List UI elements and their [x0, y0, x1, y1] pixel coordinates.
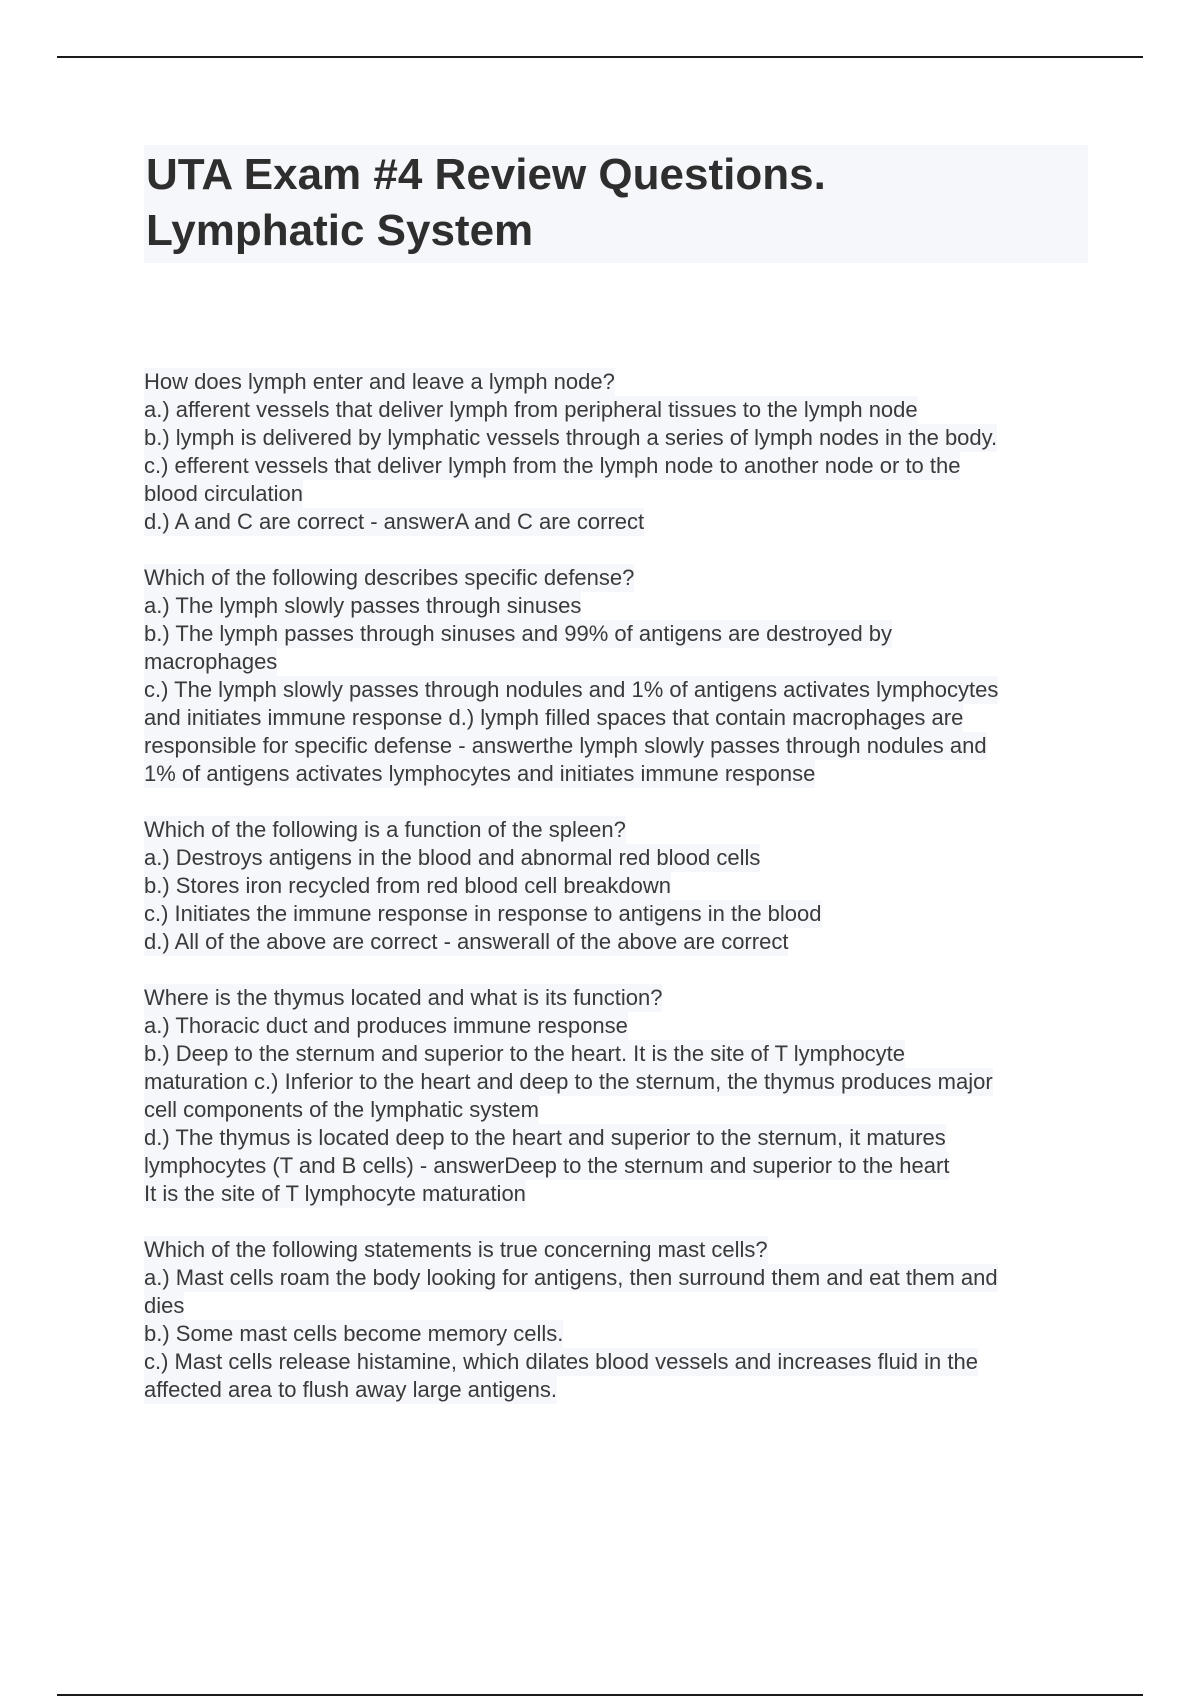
answer-option: c.) Mast cells release histamine, which dilates blood vessels and increases fluid in the: [144, 1349, 978, 1374]
question-text: Which of the following is a function of the spleen?: [144, 817, 626, 842]
answer-option: b.) Deep to the sternum and superior to the heart. It is the site of T lymphocyte: [144, 1041, 906, 1066]
answer-option-continued: blood circulation: [144, 481, 303, 506]
bottom-rule: [57, 1694, 1143, 1696]
answer-option: b.) Some mast cells become memory cells.: [144, 1321, 564, 1346]
answer-option: d.) The thymus is located deep to the heart and superior to the sternum, it matures: [144, 1125, 946, 1150]
top-rule: [57, 56, 1143, 58]
answer-option: a.) afferent vessels that deliver lymph from peripheral tissues to the lymph node: [144, 397, 918, 422]
answer-option-continued: affected area to flush away large antigens.: [144, 1377, 557, 1402]
question-block-4: [144, 984, 1088, 1208]
answer-option-continued: maturation c.) Inferior to the heart and deep to the sternum, the thymus produces major: [144, 1069, 993, 1094]
answer-option: c.) Initiates the immune response in response to antigens in the blood: [144, 901, 822, 926]
answer-option: b.) Stores iron recycled from red blood cell breakdown: [144, 873, 672, 898]
answer-option: d.) A and C are correct - answerA and C are correct: [144, 509, 645, 534]
answer-option-continued: dies: [144, 1293, 185, 1318]
answer-option-continued: responsible for specific defense - answerthe lymph slowly passes through nodules and: [144, 733, 987, 758]
answer-option: c.) efferent vessels that deliver lymph from the lymph node to another node or to the: [144, 453, 961, 478]
answer-option-continued: and initiates immune response d.) lymph filled spaces that contain macrophages are: [144, 705, 964, 730]
question-block-2: [144, 564, 1088, 788]
questions-list: [144, 368, 1088, 1432]
answer-option: d.) All of the above are correct - answerall of the above are correct: [144, 929, 789, 954]
title-line-2: Lymphatic System: [146, 206, 534, 255]
answer-option-continued: lymphocytes (T and B cells) - answerDeep to the sternum and superior to the heart: [144, 1153, 950, 1178]
answer-option-continued: cell components of the lymphatic system: [144, 1097, 539, 1122]
question-block-1: [144, 368, 1088, 536]
title-line-1: UTA Exam #4 Review Questions.: [146, 150, 826, 199]
title-block: [144, 145, 1088, 263]
question-block-5: [144, 1236, 1088, 1404]
question-block-3: [144, 816, 1088, 956]
answer-option: c.) The lymph slowly passes through nodules and 1% of antigens activates lymphocytes: [144, 677, 999, 702]
answer-option-continued: It is the site of T lymphocyte maturation: [144, 1181, 526, 1206]
answer-option: a.) The lymph slowly passes through sinuses: [144, 593, 582, 618]
answer-option: b.) The lymph passes through sinuses and 99% of antigens are destroyed by: [144, 621, 893, 646]
question-text: How does lymph enter and leave a lymph node?: [144, 369, 615, 394]
answer-option: a.) Destroys antigens in the blood and abnormal red blood cells: [144, 845, 761, 870]
answer-option-continued: 1% of antigens activates lymphocytes and initiates immune response: [144, 761, 816, 786]
question-text: Which of the following describes specific defense?: [144, 565, 635, 590]
question-text: Where is the thymus located and what is its function?: [144, 985, 663, 1010]
question-text: Which of the following statements is true concerning mast cells?: [144, 1237, 768, 1262]
page-title: [146, 147, 1086, 259]
answer-option: a.) Thoracic duct and produces immune response: [144, 1013, 628, 1038]
answer-option: a.) Mast cells roam the body looking for antigens, then surround them and eat them and: [144, 1265, 998, 1290]
answer-option-continued: macrophages: [144, 649, 278, 674]
answer-option: b.) lymph is delivered by lymphatic vessels through a series of lymph nodes in the body.: [144, 425, 998, 450]
